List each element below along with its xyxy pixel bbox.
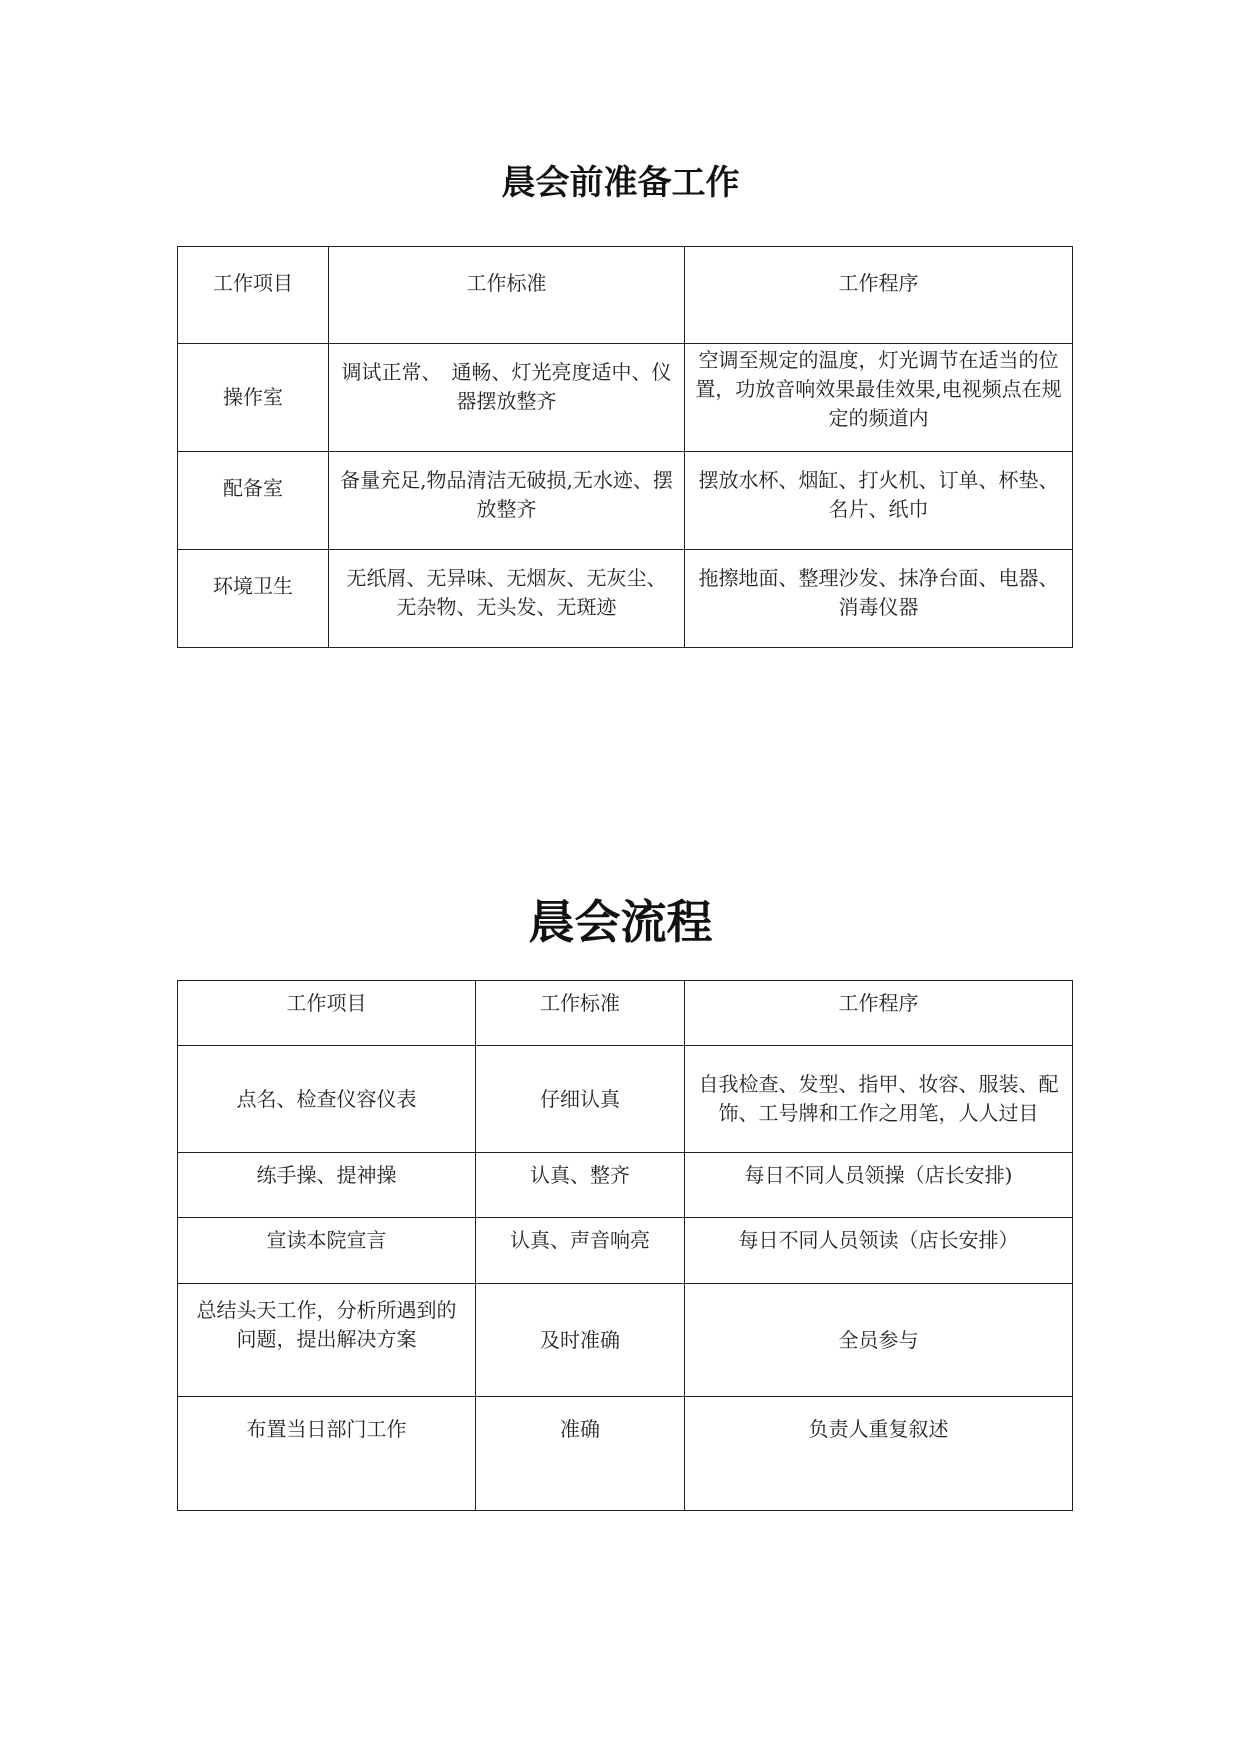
preparation-table	[177, 246, 1073, 648]
cell-standard: 备量充足,物品清洁无破损,无水迹、摆放整齐	[329, 452, 685, 550]
cell-standard: 调试正常、 通畅、灯光亮度适中、仪器摆放整齐	[329, 344, 685, 452]
cell-standard: 准确	[476, 1397, 685, 1511]
table-row	[178, 1218, 1073, 1284]
table-row	[178, 1153, 1073, 1218]
cell-standard: 仔细认真	[476, 1046, 685, 1153]
table-row	[178, 1397, 1073, 1511]
cell-item: 练手操、提神操	[178, 1153, 476, 1218]
table-header-row	[178, 981, 1073, 1046]
table-row	[178, 1284, 1073, 1397]
cell-item: 环境卫生	[178, 550, 329, 648]
cell-procedure: 摆放水杯、烟缸、打火机、订单、杯垫、名片、纸巾	[685, 452, 1073, 550]
cell-procedure: 负责人重复叙述	[685, 1397, 1073, 1511]
cell-item: 点名、检查仪容仪表	[178, 1046, 476, 1153]
cell-item: 布置当日部门工作	[178, 1397, 476, 1511]
cell-item: 配备室	[178, 452, 329, 550]
cell-item: 总结头天工作，分析所遇到的问题，提出解决方案	[178, 1284, 476, 1397]
cell-item: 操作室	[178, 344, 329, 452]
table-row	[178, 344, 1073, 452]
table-header-row	[178, 247, 1073, 344]
section-title-process: 晨会流程	[528, 895, 713, 949]
cell-procedure: 每日不同人员领读（店长安排）	[685, 1218, 1073, 1284]
cell-item: 宣读本院宣言	[178, 1218, 476, 1284]
header-cell-item: 工作项目	[178, 981, 476, 1046]
header-cell-standard: 工作标准	[329, 247, 685, 344]
cell-procedure: 自我检查、发型、指甲、妆容、服装、配饰、工号牌和工作之用笔，人人过目	[685, 1046, 1073, 1153]
table-row	[178, 452, 1073, 550]
cell-standard: 及时准确	[476, 1284, 685, 1397]
header-cell-item: 工作项目	[178, 247, 329, 344]
section-title-preparation: 晨会前准备工作	[501, 163, 740, 203]
cell-procedure: 空调至规定的温度，灯光调节在适当的位置，功放音响效果最佳效果,电视频点在规定的频道内	[685, 344, 1073, 452]
header-cell-standard: 工作标准	[476, 981, 685, 1046]
process-table	[177, 980, 1073, 1511]
table-row	[178, 550, 1073, 648]
header-cell-procedure: 工作程序	[685, 247, 1073, 344]
cell-procedure: 全员参与	[685, 1284, 1073, 1397]
header-cell-procedure: 工作程序	[685, 981, 1073, 1046]
cell-procedure: 每日不同人员领操（店长安排)	[685, 1153, 1073, 1218]
cell-procedure: 拖擦地面、整理沙发、抹净台面、电器、消毒仪器	[685, 550, 1073, 648]
cell-standard: 认真、声音响亮	[476, 1218, 685, 1284]
table-row	[178, 1046, 1073, 1153]
cell-standard: 无纸屑、无异味、无烟灰、无灰尘、无杂物、无头发、无斑迹	[329, 550, 685, 648]
cell-standard: 认真、整齐	[476, 1153, 685, 1218]
